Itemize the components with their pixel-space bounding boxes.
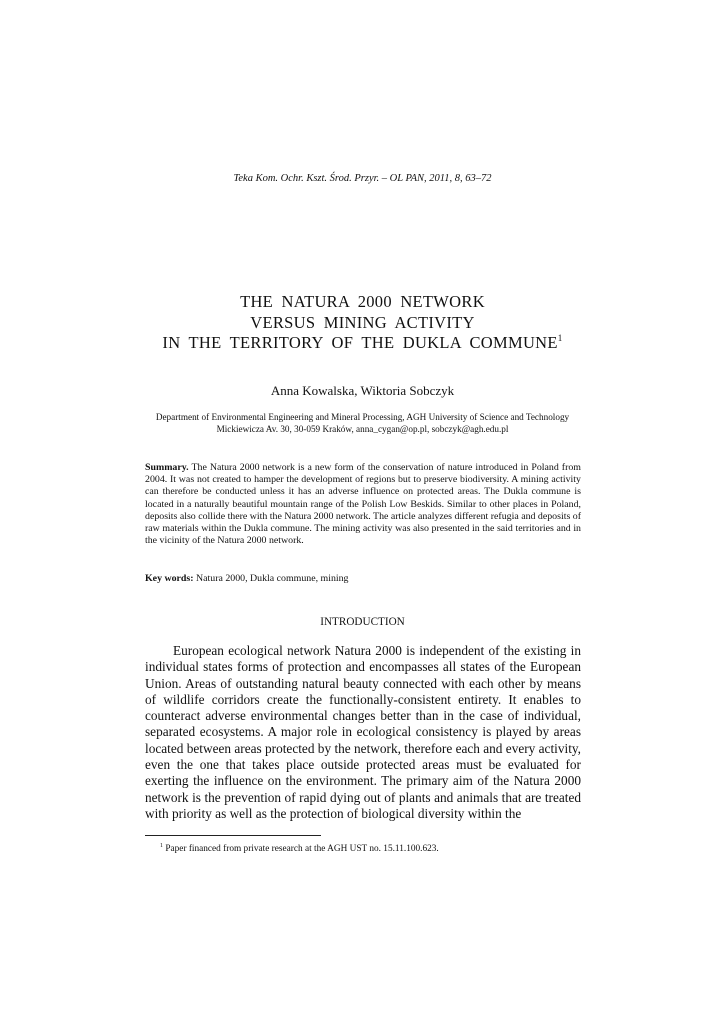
affiliation-line: Department of Environmental Engineering and Mineral Processing, AGH University of Science and Technology [155, 412, 570, 422]
summary-label: Summary. [145, 462, 189, 473]
footnote-divider [145, 835, 321, 836]
title-line: THE NATURA 2000 NETWORK [240, 292, 485, 311]
affiliation [0, 412, 725, 435]
journal-citation: Teka Kom. Ochr. Kszt. Środ. Przyr. – OL PAN, 2011, 8, 63–72 [233, 173, 492, 184]
keywords [145, 573, 581, 584]
introduction-paragraph [145, 643, 581, 822]
introduction-text: European ecological network Natura 2000 is independent of the existing in individual states forms of protection and encompasses all states of the European Union. Areas of outstanding natural beauty connected with each other by means of wildlife corridors create the functionally-consistent entirety. It enables to counteract adverse environmental changes better than in the case of individual, separated ecosystems. A major role in ecological consistency is played by areas located between areas protected by the network, therefore each and every activity, even the one that takes place outside protected areas must be evaluated for exerting the influence on the environment. The primary aim of the Natura 2000 network is the prevention of rapid dying out of plants and animals that are treated with priority as well as the protection of biological diversity within the [145, 643, 581, 821]
footnote [160, 844, 439, 854]
footnote-mark: 1 [160, 843, 163, 849]
affiliation-address: Mickiewicza Av. 30, 30-059 Kraków, anna_cygan@op.pl, sobczyk@agh.edu.pl [216, 423, 509, 434]
keywords-label: Key words: [145, 573, 194, 584]
authors: Anna Kowalska, Wiktoria Sobczyk [270, 383, 455, 398]
title-line [0, 333, 725, 354]
summary-text: The Natura 2000 network is a new form of the conservation of nature introduced in Poland from 2004. It was not created to hamper the development of regions but to preserve biodiversity. A mining activity can therefore be conducted unless it has an adverse influence on protected areas. The Dukla commune is located in a naturally beautiful mountain range of the Polish Low Beskids. Similar to other places in Poland, deposits also collide there with the Natura 2000 network. The article analyzes different refugia and deposits of raw materials within the Dukla commune. The mining activity was also presented in the said territories and in the vicinity of the Natura 2000 network. [145, 462, 581, 547]
section-heading: INTRODUCTION [320, 616, 405, 628]
keywords-text: Natura 2000, Dukla commune, mining [196, 573, 349, 584]
article-title [0, 292, 725, 354]
title-line-text: IN THE TERRITORY OF THE DUKLA COMMUNE [162, 333, 558, 352]
title-footnote-mark: 1 [557, 333, 563, 343]
summary-paragraph [145, 462, 581, 547]
footnote-text: Paper financed from private research at the AGH UST no. 15.11.100.623. [165, 844, 439, 854]
title-line: VERSUS MINING ACTIVITY [250, 312, 475, 332]
